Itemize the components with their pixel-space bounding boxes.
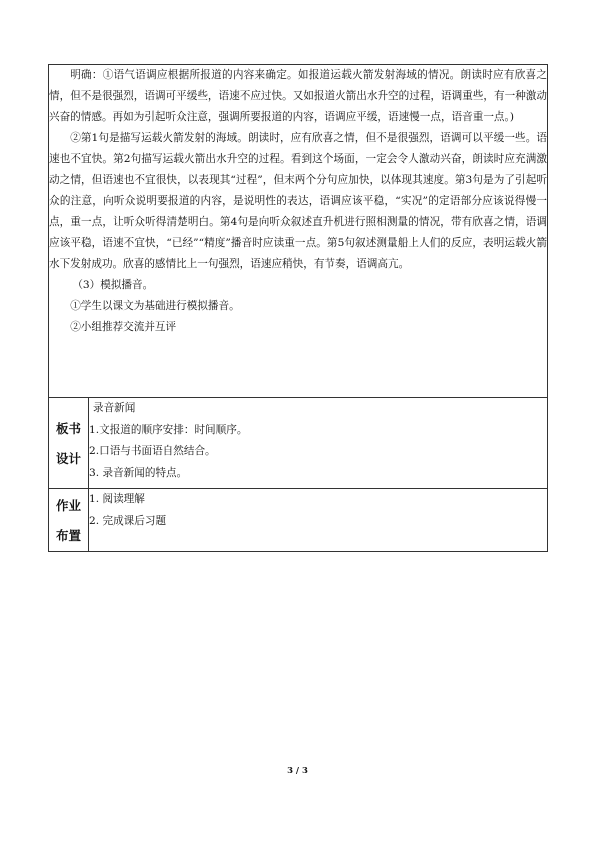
- paragraph-clarification: 明确：①语气语调应根据所报道的内容来确定。如报道运载火箭发射海域的情况。朗读时应有欣喜之情，但不是很强烈，语调可平缓些，语速不应过快。又如报道火箭出水升空的过程，语调重些，有一种激动兴奋的情感。再如为引起听众注意，强调所要报道的内容，语调应平缓，语速慢一点，语音重一点。): [49, 69, 547, 123]
- board-item-1: 1.文报道的顺序安排：时间顺序。: [89, 423, 248, 436]
- board-design-content: [89, 398, 548, 489]
- page-number: 3 / 3: [287, 766, 308, 776]
- homework-content: [89, 489, 548, 552]
- content-row: [49, 65, 548, 398]
- board-design-row: [49, 398, 548, 489]
- homework-label: [49, 489, 89, 552]
- paragraph-step-heading: （3）模拟播音。: [72, 279, 154, 291]
- homework-row: [49, 489, 548, 552]
- board-title: 录音新闻: [93, 402, 136, 414]
- paragraph-step-2: ②小组推荐交流并互评: [70, 321, 177, 333]
- paragraph-step-1: ①学生以课文为基础进行模拟播音。: [70, 300, 240, 312]
- homework-label-line1: 作业: [55, 498, 81, 513]
- lesson-plan-table: [48, 64, 548, 552]
- board-label-line2: 设计: [55, 451, 81, 466]
- board-item-3: 3. 录音新闻的特点。: [89, 466, 188, 479]
- board-label-line1: 板书: [55, 421, 81, 436]
- paragraph-sentence-analysis: ②第1句是描写运载火箭发射的海域。朗读时，应有欣喜之情，但不是很强烈，语调可以平缓一些。语速也不宜快。第2句描写运载火箭出水升空的过程。看到这个场面，一定会令人激动兴奋，朗读时应充满激动之情，但语速也不宜很快，以表现其“过程”，但末两个分句应加快，以体现其速度。第3句是为了引起听众的注意，向听众说明要报道的内容，是说明性的表达，语调应该平稳，“实况”的定语部分应该说得慢一点，重一点，让听众听得清楚明白。第4句是向听众叙述直升机进行照相测量的情况，带有欣喜之情，语调应该平稳，语速不宜快，“已经”“精度”播音时应读重一点。第5句叙述测量船上人们的反应，表明运载火箭水下发射成功。欣喜的感情比上一句强烈，语速应稍快，有节奏，语调高亢。: [49, 132, 547, 270]
- board-design-label: [49, 398, 89, 489]
- board-item-2: 2.口语与书面语自然结合。: [89, 445, 216, 457]
- homework-label-line2: 布置: [55, 528, 81, 543]
- homework-item-1: 1. 阅读理解: [89, 493, 145, 505]
- content-cell: [49, 65, 548, 398]
- homework-item-2: 2. 完成课后习题: [89, 514, 167, 527]
